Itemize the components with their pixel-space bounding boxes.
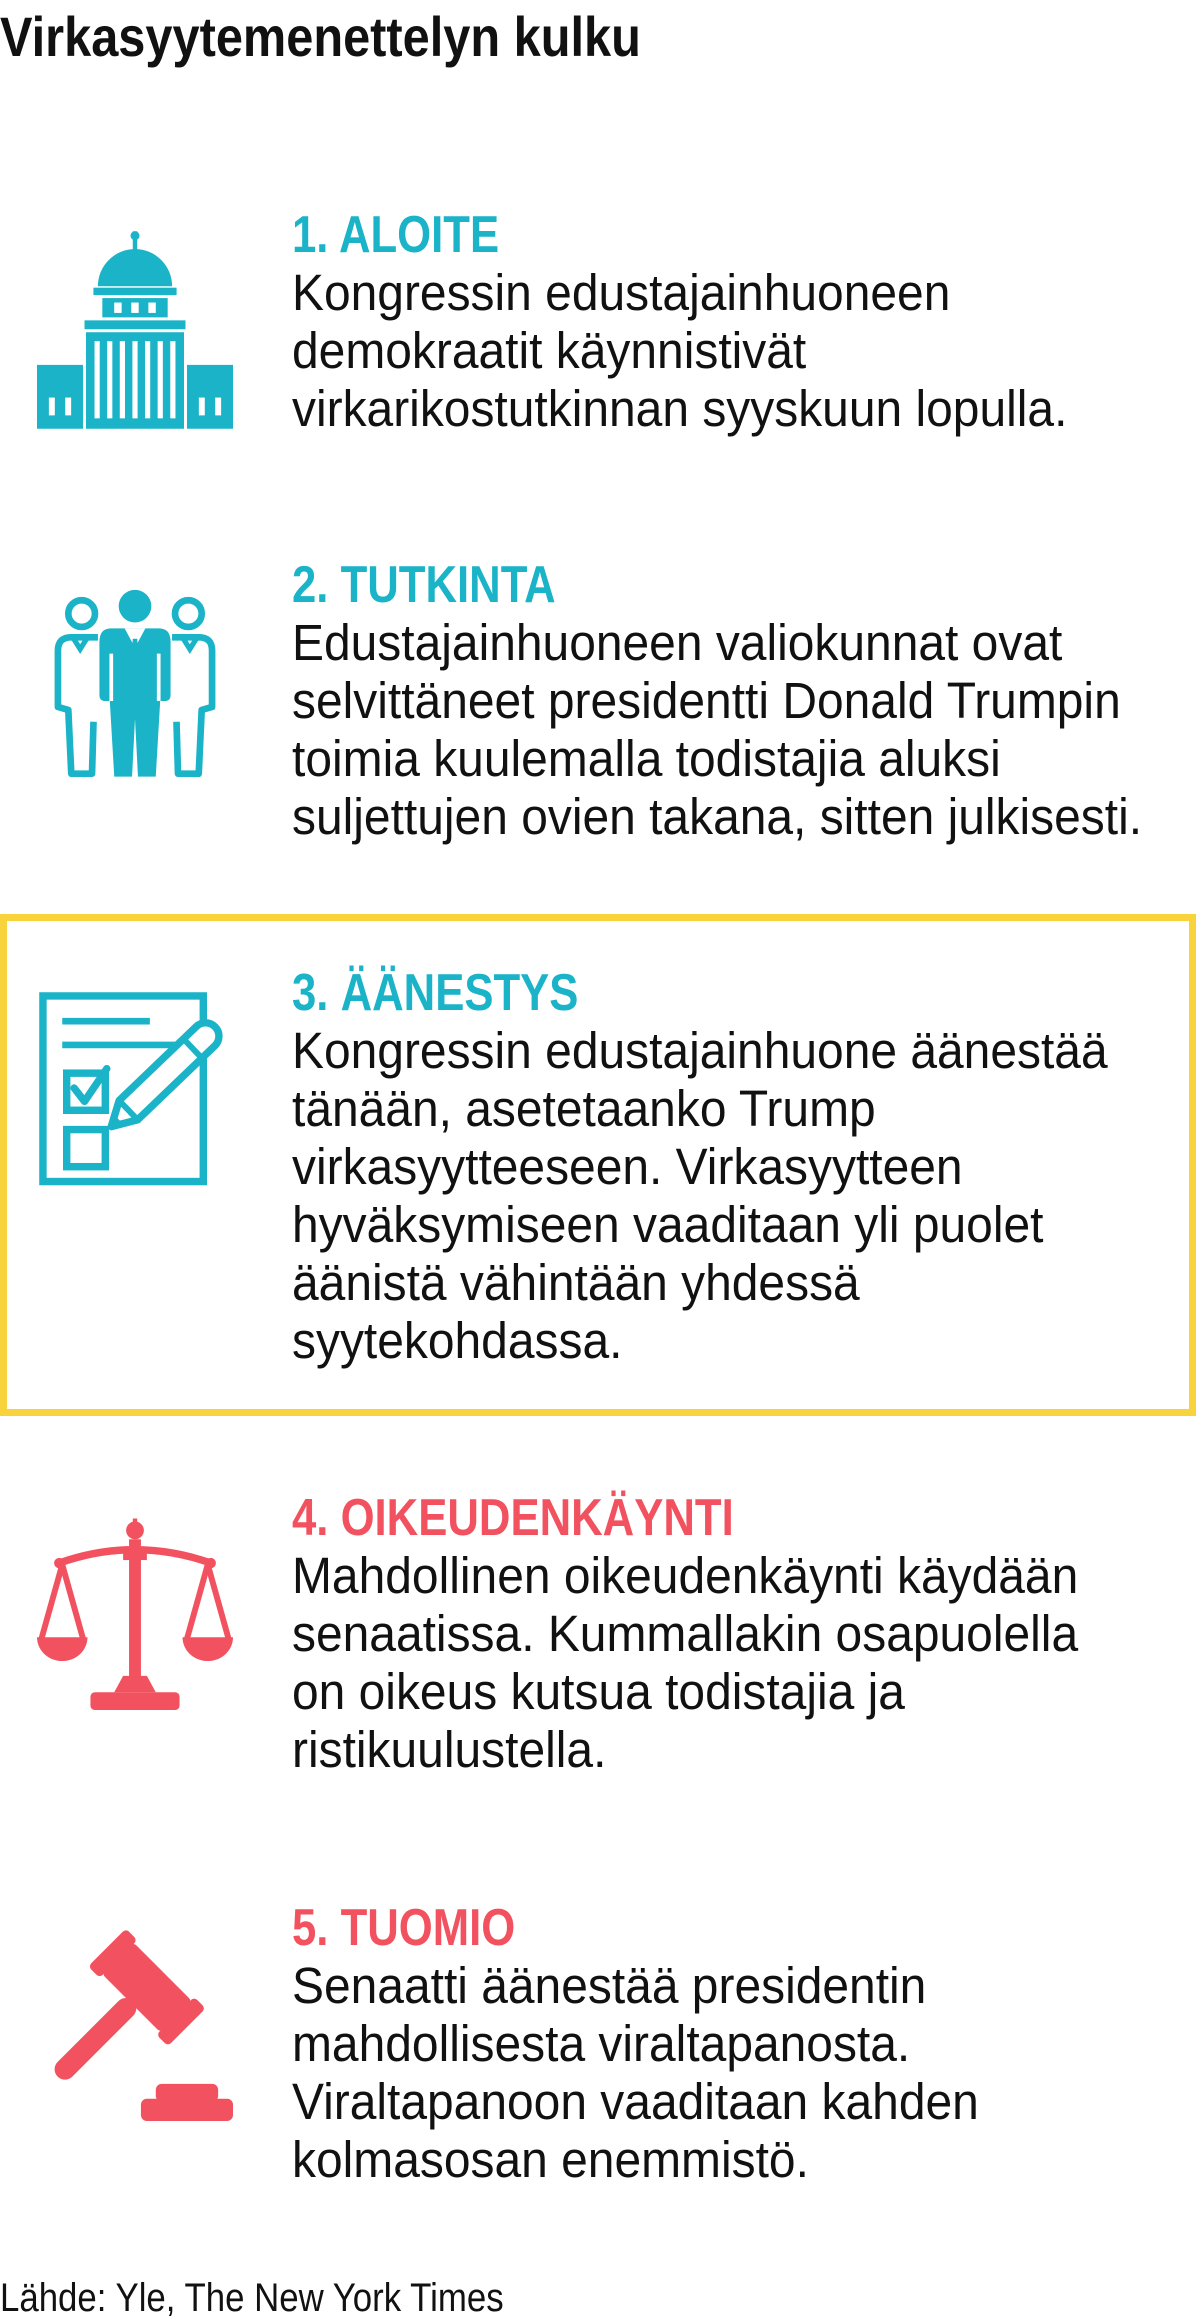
step-description-line: tänään, asetetaanko Trump <box>292 1080 876 1137</box>
step-description-line: toimia kuulemalla todistajia aluksi <box>292 730 1001 787</box>
people-icon <box>52 588 218 777</box>
step-oikeudenkaynti <box>292 1489 1192 1779</box>
step-description-line: virkasyytteeseen. Virkasyytteen <box>292 1138 963 1195</box>
step-heading: 2. TUTKINTA <box>292 556 556 614</box>
step-description-line: on oikeus kutsua todistajia ja <box>292 1663 905 1720</box>
source-note: Lähde: Yle, The New York Times <box>0 2276 504 2320</box>
step-description-line: äänistä vähintään yhdessä <box>292 1254 860 1311</box>
step-description-line: senaatissa. Kummallakin osapuolella <box>292 1605 1079 1662</box>
step-tuomio <box>292 1899 1192 2189</box>
step-description-line: mahdollisesta viraltapanosta. <box>292 2015 911 2072</box>
page-title: Virkasyytemenettelyn kulku <box>0 5 641 68</box>
step-description-line: Mahdollinen oikeudenkäynti käydään <box>292 1547 1079 1604</box>
step-heading: 4. OIKEUDENKÄYNTI <box>292 1489 734 1547</box>
step-tutkinta <box>292 556 1192 846</box>
step-description-line: demokraatit käynnistivät <box>292 322 807 379</box>
scales-of-justice-icon <box>37 1518 233 1712</box>
ballot-checklist-icon <box>37 990 233 1186</box>
step-description-line: suljettujen ovien takana, sitten julkisesti. <box>292 788 1143 845</box>
capitol-building-icon <box>37 231 233 429</box>
step-description-line: Viraltapanoon vaaditaan kahden <box>292 2073 979 2130</box>
step-description-line: Kongressin edustajainhuoneen <box>292 264 951 321</box>
step-description-line: syytekohdassa. <box>292 1312 623 1369</box>
step-aanestys <box>292 964 1192 1370</box>
step-description-line: selvittäneet presidentti Donald Trumpin <box>292 672 1121 729</box>
gavel-icon <box>37 1925 233 2121</box>
step-heading: 3. ÄÄNESTYS <box>292 964 579 1022</box>
step-description-line: Senaatti äänestää presidentin <box>292 1957 927 2014</box>
step-heading: 1. ALOITE <box>292 206 500 264</box>
step-description-line: kolmasosan enemmistö. <box>292 2131 809 2188</box>
step-heading: 5. TUOMIO <box>292 1899 516 1957</box>
step-description-line: ristikuulustella. <box>292 1721 607 1778</box>
step-description-line: Kongressin edustajainhuone äänestää <box>292 1022 1108 1079</box>
step-description-line: virkarikostutkinnan syyskuun lopulla. <box>292 380 1068 437</box>
step-description-line: Edustajainhuoneen valiokunnat ovat <box>292 614 1063 671</box>
step-aloite <box>292 206 1192 438</box>
step-description-line: hyväksymiseen vaaditaan yli puolet <box>292 1196 1044 1253</box>
